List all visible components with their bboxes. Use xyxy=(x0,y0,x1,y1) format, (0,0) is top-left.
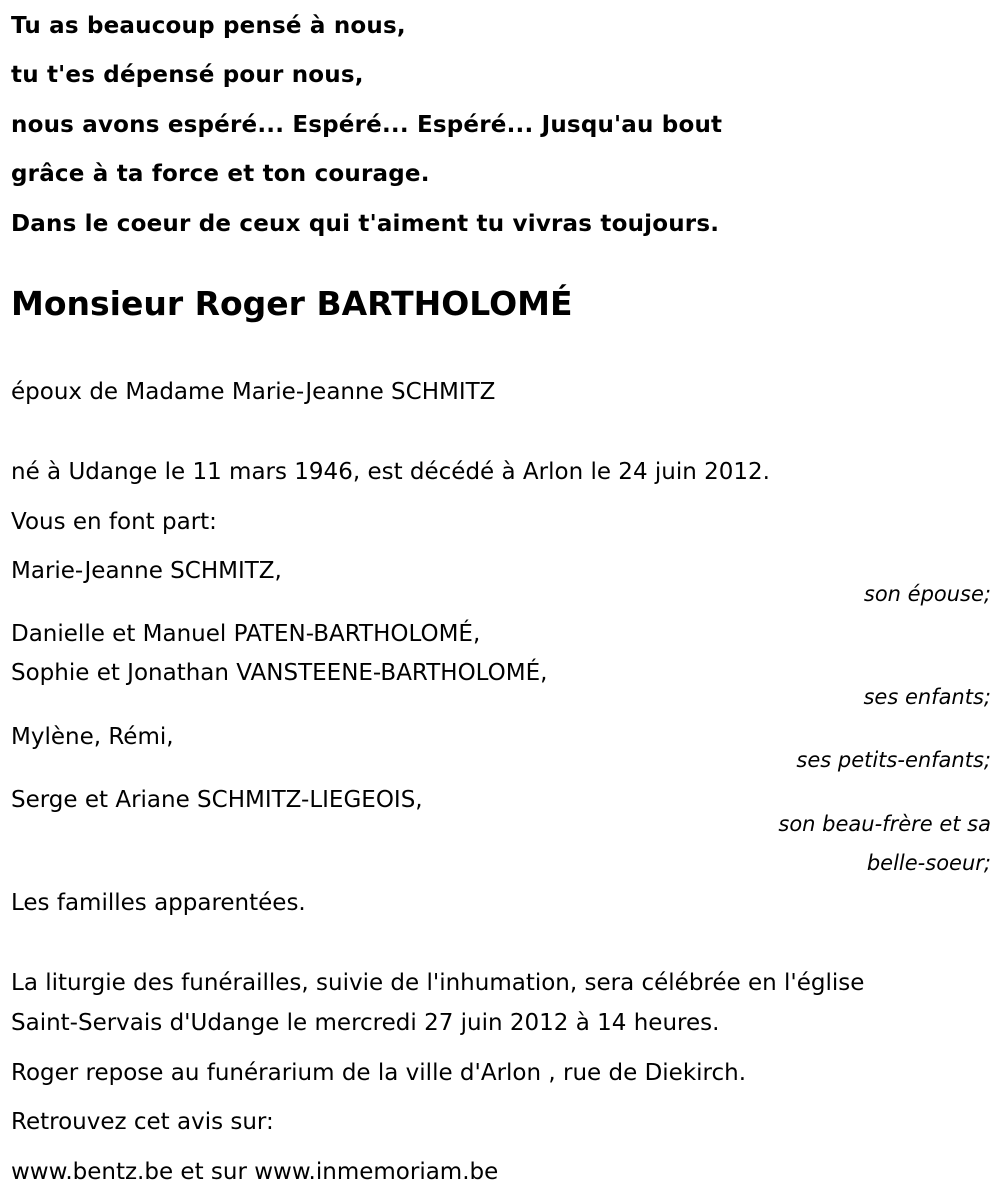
poem-line-1: Tu as beaucoup pensé à nous, xyxy=(11,13,406,39)
deceased-name: Monsieur Roger BARTHOLOMÉ xyxy=(11,284,573,323)
announce-intro: Vous en font part: xyxy=(11,509,217,535)
family-names-children-2: Sophie et Jonathan VANSTEENE-BARTHOLOMÉ, xyxy=(11,660,548,686)
obituary-notice xyxy=(11,0,991,1202)
poem-line-4: grâce à ta force et ton courage. xyxy=(11,161,430,187)
ceremony-line-2: Saint-Servais d'Udange le mercredi 27 juin 2012 à 14 heures. xyxy=(11,1010,720,1036)
family-role-grandchildren: ses petits-enfants; xyxy=(796,748,991,772)
poem-line-3: nous avons espéré... Espéré... Espéré... Jusqu'au bout xyxy=(11,112,723,138)
family-role-spouse: son épouse; xyxy=(863,582,991,606)
family-names-in-laws: Serge et Ariane SCHMITZ-LIEGEOIS, xyxy=(11,787,423,813)
family-names-spouse: Marie-Jeanne SCHMITZ, xyxy=(11,558,282,584)
spouse-line: époux de Madame Marie-Jeanne SCHMITZ xyxy=(11,379,496,405)
ceremony-line-1: La liturgie des funérailles, suivie de l'inhumation, sera célébrée en l'église xyxy=(11,970,865,996)
family-role-children: ses enfants; xyxy=(863,685,991,709)
family-role-in-laws-2: belle-soeur; xyxy=(866,851,991,875)
rest-line: Roger repose au funérarium de la ville d'Arlon , rue de Diekirch. xyxy=(11,1060,747,1086)
websites-line: www.bentz.be et sur www.inmemoriam.be xyxy=(11,1159,499,1185)
family-role-in-laws-1: son beau-frère et sa xyxy=(778,812,991,836)
poem-line-2: tu t'es dépensé pour nous, xyxy=(11,62,364,88)
relatives-line: Les familles apparentées. xyxy=(11,890,306,916)
find-notice: Retrouvez cet avis sur: xyxy=(11,1109,274,1135)
family-names-children-1: Danielle et Manuel PATEN-BARTHOLOMÉ, xyxy=(11,621,481,647)
family-names-grandchildren: Mylène, Rémi, xyxy=(11,724,174,750)
birth-death-line: né à Udange le 11 mars 1946, est décédé à Arlon le 24 juin 2012. xyxy=(11,459,770,485)
poem-line-5: Dans le coeur de ceux qui t'aiment tu vivras toujours. xyxy=(11,211,720,237)
